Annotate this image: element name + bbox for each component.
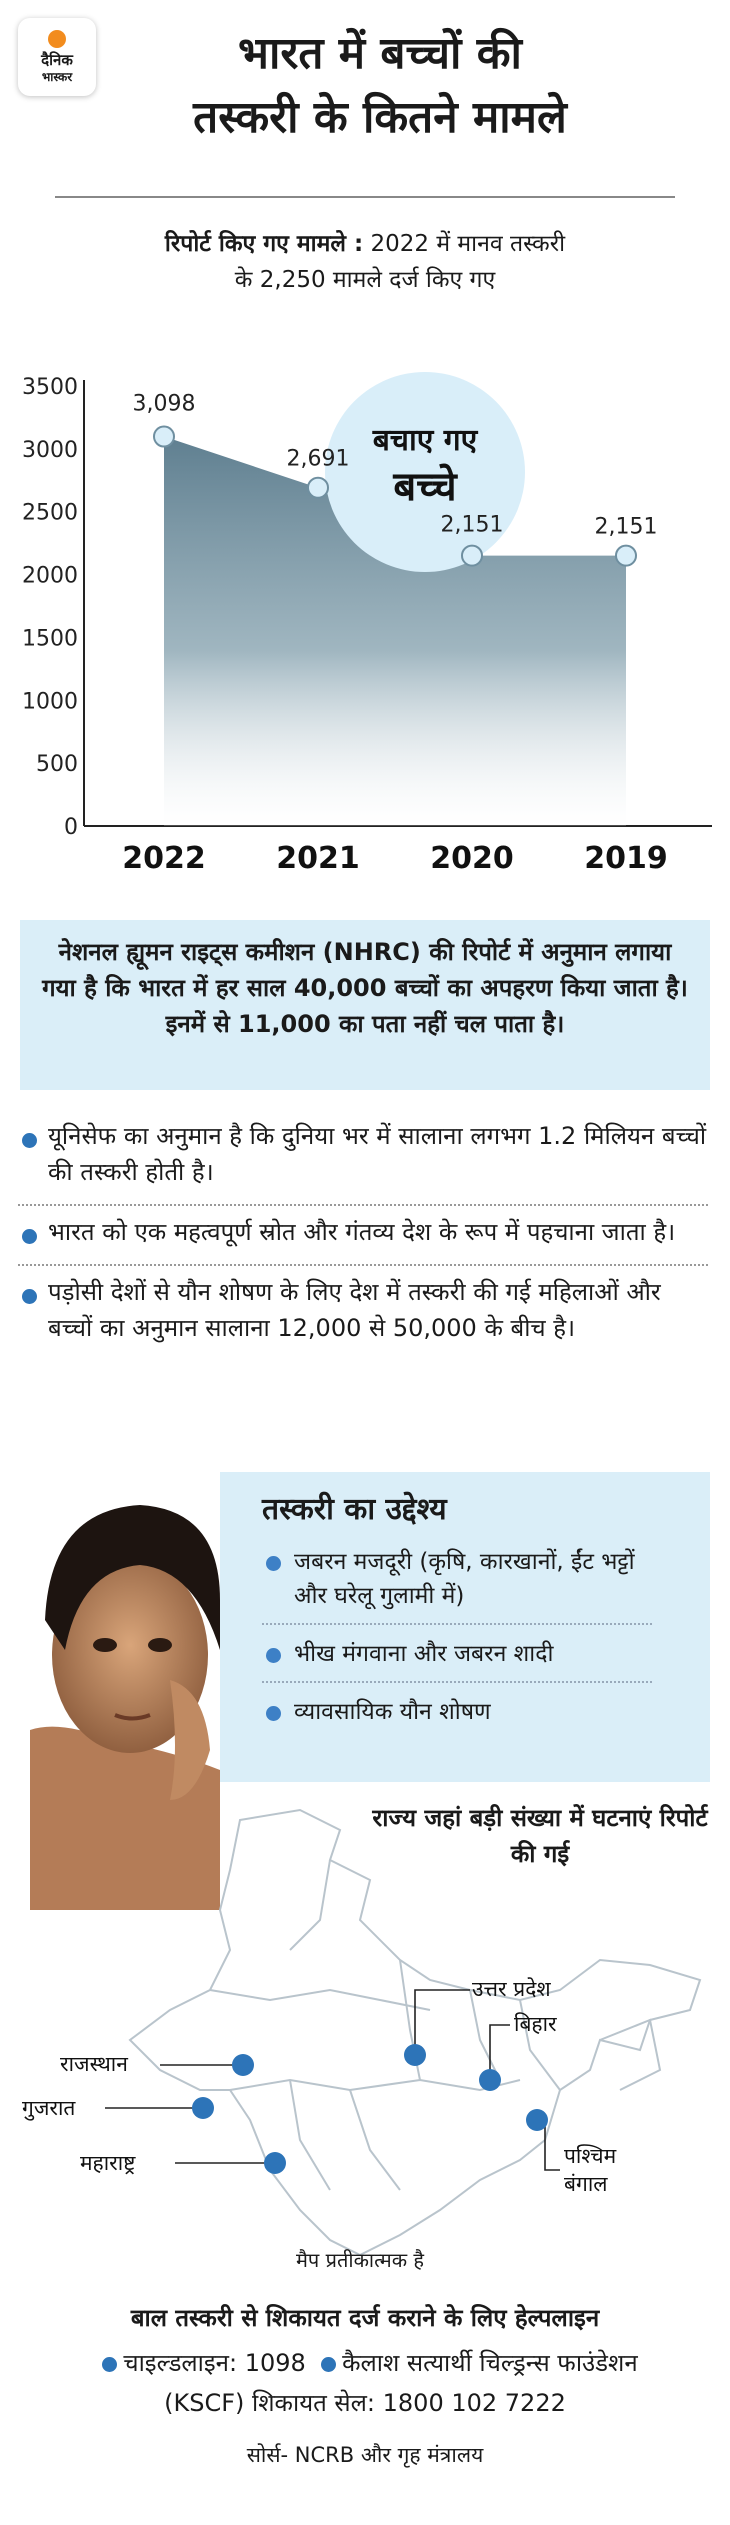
data-point xyxy=(462,546,482,566)
data-point xyxy=(308,478,328,498)
bullet-icon xyxy=(266,1648,281,1663)
bullet-icon xyxy=(266,1706,281,1721)
marker-gujarat xyxy=(192,2097,214,2119)
y-tick-label: 1500 xyxy=(22,626,78,652)
marker-up xyxy=(404,2044,426,2066)
y-tick-label: 0 xyxy=(64,815,78,840)
y-tick-label: 3000 xyxy=(22,437,78,463)
map-title: राज्य जहां बड़ी संख्या में घटनाएं रिपोर्ट की गई xyxy=(372,1804,708,1868)
nhrc-info-box xyxy=(20,920,710,1090)
purpose-list xyxy=(262,1545,652,1751)
y-tick-label: 2500 xyxy=(22,500,78,526)
x-tick-label: 2020 xyxy=(430,841,514,876)
y-tick-label: 500 xyxy=(36,752,78,778)
label-uttar-pradesh: उत्तर प्रदेश xyxy=(472,1977,551,2001)
purpose-text: भीख मंगवाना और जबरन शादी xyxy=(294,1641,554,1667)
fact-item xyxy=(18,1206,708,1266)
bubble-line1: बचाए गए xyxy=(372,423,478,458)
logo-line2: भास्कर xyxy=(41,70,73,84)
label-west-bengal-2: बंगाल xyxy=(564,2172,608,2196)
y-tick-label: 1000 xyxy=(22,689,78,715)
childline-number: चाइल्डलाइन: 1098 xyxy=(123,2349,306,2377)
helpline-line1 xyxy=(20,2345,720,2381)
purpose-item xyxy=(262,1695,652,1739)
label-bihar: बिहार xyxy=(514,2012,557,2036)
bullet-icon xyxy=(321,2357,336,2372)
subtitle-bold: रिपोर्ट किए गए मामले : xyxy=(164,231,364,257)
label-rajasthan: राजस्थान xyxy=(60,2052,128,2076)
purpose-title: तस्करी का उद्देश्य xyxy=(262,1492,447,1527)
page-title xyxy=(90,22,670,150)
fact-item xyxy=(18,1266,708,1360)
kscf-cell-number: (KSCF) शिकायत सेल: 1800 102 7222 xyxy=(164,2389,566,2417)
bullet-icon xyxy=(102,2357,117,2372)
data-point xyxy=(154,427,174,447)
source-credit: सोर्स- NCRB और गृह मंत्रालय xyxy=(246,2443,484,2467)
purpose-item xyxy=(262,1637,652,1683)
x-tick-label: 2019 xyxy=(584,841,668,876)
bullet-icon xyxy=(266,1556,281,1571)
data-label: 3,098 xyxy=(132,391,196,417)
marker-bihar xyxy=(479,2069,501,2091)
x-tick-label: 2021 xyxy=(276,841,360,876)
kscf-name: कैलाश सत्यार्थी चिल्ड्रन्स फाउंडेशन xyxy=(342,2349,638,2377)
data-label: 2,691 xyxy=(286,446,350,472)
y-tick-label: 2000 xyxy=(22,563,78,589)
purpose-text: व्यावसायिक यौन शोषण xyxy=(294,1699,491,1725)
rescued-children-chart xyxy=(0,360,730,880)
bullet-icon xyxy=(22,1229,37,1244)
fact-text: पड़ोसी देशों से यौन शोषण के लिए देश में तस्करी की गई महिलाओं और बच्चों का अनुमान सालाना 12,000 से 50,000 के बीच है। xyxy=(48,1278,661,1342)
facts-list xyxy=(18,1110,708,1360)
data-point xyxy=(616,546,636,566)
fact-text: यूनिसेफ का अनुमान है कि दुनिया भर में सालाना लगभग 1.2 मिलियन बच्चों की तस्करी होती है। xyxy=(48,1122,707,1186)
dainik-bhaskar-logo xyxy=(18,18,96,96)
bullet-icon xyxy=(22,1133,37,1148)
title-line1: भारत में बच्चों की xyxy=(238,28,522,79)
fact-text: भारत को एक महत्वपूर्ण स्रोत और गंतव्य देश के रूप में पहचाना जाता है। xyxy=(48,1218,676,1246)
bullet-icon xyxy=(22,1289,37,1304)
data-label: 2,151 xyxy=(440,512,504,538)
marker-maharashtra xyxy=(264,2152,286,2174)
title-divider xyxy=(55,196,675,198)
subtitle xyxy=(80,226,650,298)
bubble-line2: बच्चे xyxy=(393,464,457,510)
marker-wb xyxy=(526,2109,548,2131)
nhrc-text: नेशनल ह्यूमन राइट्स कमीशन (NHRC) की रिपोर्ट में अनुमान लगाया गया है कि भारत में हर साल 40,000 बच्चों का अपहरण किया जाता है। इनमें से 11,000 का पता नहीं चल पाता है। xyxy=(42,938,688,1038)
logo-line1: दैनिक xyxy=(41,51,73,69)
label-maharashtra: महाराष्ट्र xyxy=(80,2151,136,2175)
x-tick-label: 2022 xyxy=(122,841,206,876)
label-west-bengal-1: पश्चिम xyxy=(564,2144,617,2168)
purpose-item xyxy=(262,1545,652,1625)
sun-icon xyxy=(48,30,66,48)
fact-item xyxy=(18,1110,708,1206)
state-markers xyxy=(192,2044,548,2174)
title-line2: तस्करी के कितने मामले xyxy=(193,92,567,143)
map-disclaimer: मैप प्रतीकात्मक है xyxy=(295,2248,425,2272)
y-tick-label: 3500 xyxy=(22,375,78,400)
subtitle-line2: के 2,250 मामले दर्ज किए गए xyxy=(234,267,496,293)
helpline-title: बाल तस्करी से शिकायत दर्ज कराने के लिए हेल्पलाइन xyxy=(130,2304,600,2332)
label-gujarat: गुजरात xyxy=(22,2096,76,2120)
purpose-text: जबरन मजदूरी (कृषि, कारखानों, ईंट भट्टों और घरेलू गुलामी में) xyxy=(294,1549,635,1609)
subtitle-rest: 2022 में मानव तस्करी xyxy=(363,231,566,257)
data-label: 2,151 xyxy=(594,514,658,540)
marker-rajasthan xyxy=(232,2054,254,2076)
